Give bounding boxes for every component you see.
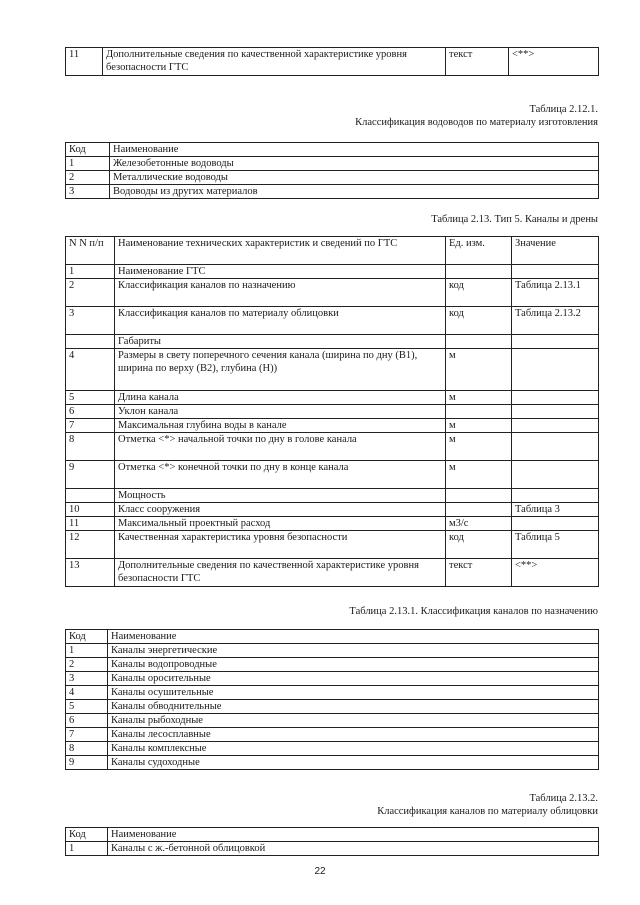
table-row [66,714,599,728]
cell-unit [446,405,512,419]
table-row [66,489,599,503]
cell-value [512,433,599,461]
table-row [66,842,599,856]
caption-line: Классификация водоводов по материалу изготовления [355,117,598,128]
table-row [66,728,599,742]
cell-code: 2 [66,658,108,672]
cell-num: 7 [66,419,115,433]
caption-line: Таблица 2.12.1. [529,104,598,115]
cell-unit: м [446,419,512,433]
header-code: Код [66,828,108,842]
cell-num: 13 [66,559,115,587]
cell-code: 9 [66,756,108,770]
table-row [66,157,599,171]
table-row [66,644,599,658]
header-unit: Ед. изм. [446,237,512,265]
table-caption-2-12-1 [355,103,598,129]
cell-unit [446,335,512,349]
cell-name: Длина канала [115,391,446,405]
cell-value: Таблица 5 [512,531,599,559]
table-row [66,686,599,700]
cell-code: 5 [66,700,108,714]
table-row [66,265,599,279]
table-row [66,461,599,489]
cell-value [512,405,599,419]
cell-name: Классификация каналов по назначению [115,279,446,307]
cell-unit [446,503,512,517]
cell-name: Размеры в свету поперечного сечения канала (ширина по дну (В1), ширина по верху (В2), глубина (Н)) [115,349,446,391]
cell-value [512,489,599,503]
cell-name: Мощность [115,489,446,503]
cell-value [512,419,599,433]
header-code: Код [66,143,110,157]
table-header-row [66,828,599,842]
cell-num: 10 [66,503,115,517]
cell-num: 12 [66,531,115,559]
cell-unit [446,265,512,279]
cell-name: Каналы комплексные [108,742,599,756]
cell-value [512,517,599,531]
table-caption-2-13-1: Таблица 2.13.1. Классификация каналов по назначению [349,606,598,617]
cell-value [512,335,599,349]
cell-name: Железобетонные водоводы [110,157,599,171]
cell-num [66,335,115,349]
cell-num: 4 [66,349,115,391]
table-2-13-2 [65,827,599,856]
cell-unit: код [446,307,512,335]
cell-unit: м [446,391,512,405]
cell-name: Каналы с ж.-бетонной облицовкой [108,842,599,856]
cell-num: 2 [66,279,115,307]
table-row [66,503,599,517]
cell-name: Габариты [115,335,446,349]
cell-unit: код [446,279,512,307]
cell-unit: м [446,349,512,391]
cell-code: 3 [66,185,110,199]
cell-value [512,349,599,391]
header-name: Наименование [108,630,599,644]
cell-unit: код [446,531,512,559]
cell-name: Максимальный проектный расход [115,517,446,531]
cell-unit: текст [446,559,512,587]
table-header-row [66,237,599,265]
cell-name: Уклон канала [115,405,446,419]
header-value: Значение [512,237,599,265]
table-row [66,658,599,672]
cell-value [512,391,599,405]
cell-unit [446,489,512,503]
table-row [66,335,599,349]
cell-code: 2 [66,171,110,185]
cell-value: <**> [509,48,599,76]
cell-code: 7 [66,728,108,742]
table-row [66,171,599,185]
page-number: 22 [314,866,326,877]
cell-value [512,265,599,279]
cell-code: 1 [66,842,108,856]
cell-value: <**> [512,559,599,587]
cell-unit: м [446,461,512,489]
cell-name: Качественная характеристика уровня безопасности [115,531,446,559]
table-2-13-1 [65,629,599,770]
table-prev-continuation [65,47,599,76]
header-name: Наименование [108,828,599,842]
cell-name: Дополнительные сведения по качественной характеристике уровня безопасности ГТС [103,48,446,76]
cell-name: Максимальная глубина воды в канале [115,419,446,433]
cell-value: Таблица 3 [512,503,599,517]
cell-name: Наименование ГТС [115,265,446,279]
table-caption-2-13-2 [377,792,598,818]
table-row [66,742,599,756]
header-code: Код [66,630,108,644]
table-row [66,756,599,770]
table-row [66,700,599,714]
cell-name: Каналы водопроводные [108,658,599,672]
cell-num: 3 [66,307,115,335]
cell-name: Каналы обводнительные [108,700,599,714]
cell-name: Каналы лесосплавные [108,728,599,742]
cell-value: Таблица 2.13.2 [512,307,599,335]
cell-name: Отметка <*> начальной точки по дну в голове канала [115,433,446,461]
cell-num: 11 [66,48,103,76]
cell-code: 8 [66,742,108,756]
table-header-row [66,143,599,157]
cell-name: Каналы энергетические [108,644,599,658]
cell-code: 4 [66,686,108,700]
table-caption-2-13: Таблица 2.13. Тип 5. Каналы и дрены [431,214,598,225]
header-num: N N п/п [66,237,115,265]
header-name: Наименование технических характеристик и сведений по ГТС [115,237,446,265]
cell-name: Каналы судоходные [108,756,599,770]
table-row [66,48,599,76]
cell-value [512,461,599,489]
cell-name: Каналы рыбоходные [108,714,599,728]
header-name: Наименование [110,143,599,157]
cell-num: 5 [66,391,115,405]
cell-unit: м3/с [446,517,512,531]
table-row [66,559,599,587]
cell-name: Класс сооружения [115,503,446,517]
cell-name: Каналы оросительные [108,672,599,686]
table-row [66,531,599,559]
cell-name: Классификация каналов по материалу облицовки [115,307,446,335]
cell-num: 8 [66,433,115,461]
cell-name: Металлические водоводы [110,171,599,185]
cell-name: Отметка <*> конечной точки по дну в конце канала [115,461,446,489]
cell-name: Каналы осушительные [108,686,599,700]
table-2-13 [65,236,599,587]
cell-code: 1 [66,644,108,658]
cell-value: Таблица 2.13.1 [512,279,599,307]
cell-num: 11 [66,517,115,531]
cell-num: 6 [66,405,115,419]
cell-num: 1 [66,265,115,279]
table-row [66,349,599,391]
table-row [66,391,599,405]
cell-num: 9 [66,461,115,489]
cell-name: Дополнительные сведения по качественной характеристике уровня безопасности ГТС [115,559,446,587]
cell-unit: м [446,433,512,461]
table-row [66,279,599,307]
cell-code: 3 [66,672,108,686]
cell-name: Водоводы из других материалов [110,185,599,199]
table-row [66,672,599,686]
table-2-12-1 [65,142,599,199]
cell-code: 6 [66,714,108,728]
table-row [66,517,599,531]
cell-unit: текст [446,48,509,76]
cell-num [66,489,115,503]
table-row [66,433,599,461]
table-row [66,185,599,199]
table-row [66,419,599,433]
caption-line: Таблица 2.13.2. [529,793,598,804]
caption-line: Классификация каналов по материалу облицовки [377,806,598,817]
table-header-row [66,630,599,644]
table-row [66,307,599,335]
table-row [66,405,599,419]
cell-code: 1 [66,157,110,171]
